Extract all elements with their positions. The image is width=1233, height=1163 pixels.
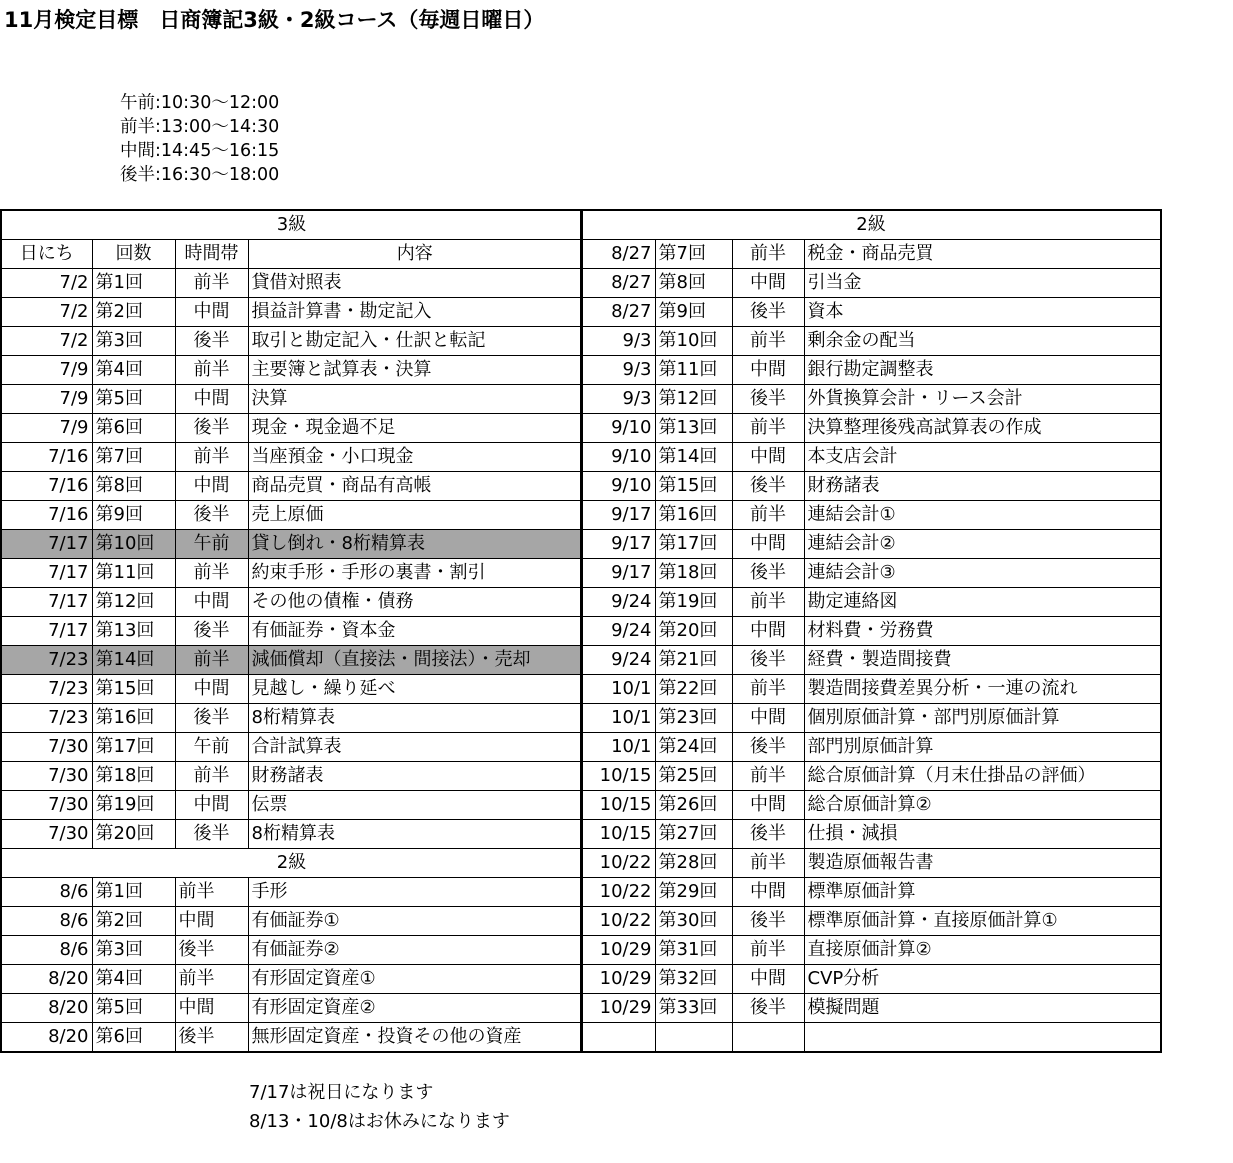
lesson-number-cell: 第4回 [92, 965, 175, 994]
section-title-3kyu: 3級 [1, 210, 582, 240]
time-slot-cell: 前半 [175, 878, 248, 907]
table-row [581, 849, 1161, 878]
date-cell: 8/6 [1, 936, 92, 965]
lesson-number-cell: 第33回 [655, 994, 732, 1023]
content-cell: 財務諸表 [248, 762, 582, 791]
content-cell: 見越し・繰り延べ [248, 675, 582, 704]
date-cell: 8/27 [581, 240, 655, 269]
lesson-number-cell: 第3回 [92, 327, 175, 356]
time-slot-cell: 前半 [732, 327, 804, 356]
date-cell: 8/27 [581, 269, 655, 298]
table-row [581, 907, 1161, 936]
date-cell: 10/22 [581, 907, 655, 936]
content-cell: 8桁精算表 [248, 704, 582, 733]
lesson-number-cell: 第9回 [655, 298, 732, 327]
lesson-number-cell: 第7回 [655, 240, 732, 269]
content-cell: 当座預金・小口現金 [248, 443, 582, 472]
time-slot-second-half: 後半:16:30～18:00 [120, 165, 280, 185]
time-slot-cell: 午前 [175, 530, 248, 559]
content-cell: 材料費・労務費 [804, 617, 1161, 646]
lesson-number-cell: 第10回 [655, 327, 732, 356]
table-row [581, 878, 1161, 907]
table-row [581, 762, 1161, 791]
date-cell: 10/29 [581, 994, 655, 1023]
lesson-number-cell: 第2回 [92, 907, 175, 936]
time-slot-cell: 後半 [732, 646, 804, 675]
time-slot-cell: 中間 [732, 965, 804, 994]
time-slot-first-half: 前半:13:00～14:30 [120, 117, 280, 137]
lesson-number-cell: 第13回 [92, 617, 175, 646]
lesson-number-cell: 第14回 [92, 646, 175, 675]
table-row [1, 414, 582, 443]
date-cell: 9/3 [581, 327, 655, 356]
lesson-number-cell: 第27回 [655, 820, 732, 849]
date-cell: 9/24 [581, 617, 655, 646]
date-cell: 7/17 [1, 530, 92, 559]
table-row [1, 936, 582, 965]
time-slot-cell: 後半 [175, 414, 248, 443]
content-cell: 連結会計② [804, 530, 1161, 559]
content-cell: 有価証券・資本金 [248, 617, 582, 646]
content-cell: 決算 [248, 385, 582, 414]
date-cell: 8/27 [581, 298, 655, 327]
time-slot-cell: 前半 [732, 936, 804, 965]
time-slot-cell: 中間 [175, 588, 248, 617]
table-row [1, 385, 582, 414]
table-row [581, 965, 1161, 994]
time-slot-cell: 前半 [175, 965, 248, 994]
table-row [581, 617, 1161, 646]
time-slot-cell: 前半 [732, 675, 804, 704]
content-cell: 減価償却（直接法・間接法）・売却 [248, 646, 582, 675]
date-cell: 7/16 [1, 501, 92, 530]
table-row [581, 385, 1161, 414]
lesson-number-cell: 第16回 [92, 704, 175, 733]
date-cell: 9/3 [581, 385, 655, 414]
date-cell: 7/17 [1, 559, 92, 588]
content-cell: 連結会計③ [804, 559, 1161, 588]
time-slot-cell: 中間 [175, 675, 248, 704]
column-headers [1, 240, 582, 269]
content-cell: 貸借対照表 [248, 269, 582, 298]
date-cell: 7/30 [1, 791, 92, 820]
date-cell: 7/17 [1, 588, 92, 617]
content-cell: 勘定連絡図 [804, 588, 1161, 617]
content-cell: 約束手形・手形の裏書・割引 [248, 559, 582, 588]
empty-cell [804, 1023, 1161, 1053]
content-cell: 財務諸表 [804, 472, 1161, 501]
content-cell: 個別原価計算・部門別原価計算 [804, 704, 1161, 733]
time-slot-cell: 前半 [732, 414, 804, 443]
table-row [1, 559, 582, 588]
time-slot-cell: 前半 [732, 762, 804, 791]
date-cell: 7/23 [1, 704, 92, 733]
content-header: 内容 [248, 240, 582, 269]
time-slot-cell: 中間 [732, 704, 804, 733]
date-cell: 7/9 [1, 385, 92, 414]
lesson-number-cell: 第10回 [92, 530, 175, 559]
content-cell: CVP分析 [804, 965, 1161, 994]
lesson-number-cell: 第22回 [655, 675, 732, 704]
table-row [1, 704, 582, 733]
content-cell: 損益計算書・勘定記入 [248, 298, 582, 327]
time-slot-cell: 前半 [732, 849, 804, 878]
table-row [1, 994, 582, 1023]
lesson-number-cell: 第6回 [92, 414, 175, 443]
content-cell: 引当金 [804, 269, 1161, 298]
content-cell: 手形 [248, 878, 582, 907]
date-cell: 10/22 [581, 849, 655, 878]
table-row [581, 936, 1161, 965]
table-row [581, 588, 1161, 617]
date-cell: 10/15 [581, 762, 655, 791]
table-row [1, 878, 582, 907]
time-slot-header: 時間帯 [175, 240, 248, 269]
table-row [581, 820, 1161, 849]
date-cell: 7/30 [1, 733, 92, 762]
lesson-number-cell: 第17回 [92, 733, 175, 762]
lesson-number-cell: 第26回 [655, 791, 732, 820]
lesson-number-cell: 第11回 [655, 356, 732, 385]
time-slot-cell: 後半 [732, 559, 804, 588]
table-row [1, 965, 582, 994]
section-header-2kyu [1, 849, 582, 878]
date-cell: 10/15 [581, 820, 655, 849]
notes [249, 1078, 510, 1136]
date-cell: 9/3 [581, 356, 655, 385]
table-row [1, 907, 582, 936]
time-slot-cell: 前半 [732, 501, 804, 530]
date-cell: 9/10 [581, 472, 655, 501]
content-cell: 貸し倒れ・8桁精算表 [248, 530, 582, 559]
date-cell: 10/29 [581, 965, 655, 994]
time-slot-cell: 午前 [175, 733, 248, 762]
date-cell: 8/6 [1, 907, 92, 936]
time-slot-cell: 中間 [175, 472, 248, 501]
lesson-number-cell: 第19回 [655, 588, 732, 617]
table-row [1, 675, 582, 704]
lesson-number-cell: 第11回 [92, 559, 175, 588]
content-cell: 有価証券② [248, 936, 582, 965]
page-title: 11月検定目標 日商簿記3級・2級コース（毎週日曜日） [4, 8, 545, 32]
date-cell: 10/1 [581, 704, 655, 733]
lesson-number-cell: 第6回 [92, 1023, 175, 1053]
time-slot-morning: 午前:10:30～12:00 [120, 93, 280, 113]
time-slot-cell: 後半 [175, 1023, 248, 1053]
content-cell: 総合原価計算（月末仕掛品の評価） [804, 762, 1161, 791]
date-cell: 7/9 [1, 414, 92, 443]
date-cell: 9/24 [581, 646, 655, 675]
time-slot-cell: 前半 [175, 559, 248, 588]
content-cell: 有形固定資産② [248, 994, 582, 1023]
date-cell: 7/9 [1, 356, 92, 385]
lesson-number-cell: 第1回 [92, 878, 175, 907]
content-cell: 現金・現金過不足 [248, 414, 582, 443]
time-slot-cell: 中間 [732, 791, 804, 820]
date-cell: 9/17 [581, 559, 655, 588]
time-slot-cell: 後半 [175, 704, 248, 733]
lesson-number-cell: 第30回 [655, 907, 732, 936]
table-row [1, 298, 582, 327]
content-cell: 決算整理後残高試算表の作成 [804, 414, 1161, 443]
lesson-number-cell: 第5回 [92, 994, 175, 1023]
lesson-number-cell: 第25回 [655, 762, 732, 791]
date-cell: 8/20 [1, 994, 92, 1023]
time-slot-cell: 中間 [732, 878, 804, 907]
lesson-number-cell: 第8回 [655, 269, 732, 298]
time-slot-cell: 後半 [732, 385, 804, 414]
table-row [1, 733, 582, 762]
note-closed-days: 8/13・10/8はお休みになります [249, 1111, 510, 1132]
table-row [581, 704, 1161, 733]
date-cell: 10/29 [581, 936, 655, 965]
date-cell: 9/17 [581, 501, 655, 530]
lesson-number-cell: 第18回 [92, 762, 175, 791]
content-cell: 外貨換算会計・リース会計 [804, 385, 1161, 414]
content-cell: 部門別原価計算 [804, 733, 1161, 762]
table-row [1, 443, 582, 472]
date-cell: 10/1 [581, 733, 655, 762]
date-cell: 10/1 [581, 675, 655, 704]
lesson-number-cell: 第29回 [655, 878, 732, 907]
time-slot-cell: 後半 [732, 820, 804, 849]
time-slot-cell: 後半 [175, 327, 248, 356]
date-cell: 8/6 [1, 878, 92, 907]
time-slot-cell: 前半 [175, 356, 248, 385]
table-row [1, 327, 582, 356]
time-slot-legend [120, 91, 279, 187]
lesson-number-cell: 第17回 [655, 530, 732, 559]
lesson-number-cell: 第15回 [92, 675, 175, 704]
content-cell: 無形固定資産・投資その他の資産 [248, 1023, 582, 1053]
time-slot-cell: 前半 [732, 240, 804, 269]
content-cell: 有形固定資産① [248, 965, 582, 994]
note-holiday: 7/17は祝日になります [249, 1082, 434, 1103]
table-row [1, 762, 582, 791]
time-slot-cell: 中間 [175, 385, 248, 414]
time-slot-cell: 中間 [732, 356, 804, 385]
date-cell: 10/22 [581, 878, 655, 907]
lesson-number-cell: 第8回 [92, 472, 175, 501]
date-cell: 7/16 [1, 472, 92, 501]
empty-cell [581, 1023, 655, 1053]
lesson-number-cell: 第12回 [655, 385, 732, 414]
date-cell: 7/17 [1, 617, 92, 646]
empty-row [581, 1023, 1161, 1053]
content-cell: その他の債権・債務 [248, 588, 582, 617]
date-header: 日にち [1, 240, 92, 269]
date-cell: 9/17 [581, 530, 655, 559]
table-row [581, 994, 1161, 1023]
content-cell: 模擬問題 [804, 994, 1161, 1023]
lesson-number-cell: 第13回 [655, 414, 732, 443]
table-row [1, 472, 582, 501]
time-slot-cell: 後半 [732, 298, 804, 327]
time-slot-cell: 中間 [175, 298, 248, 327]
time-slot-cell: 中間 [732, 617, 804, 646]
lesson-number-cell: 第14回 [655, 443, 732, 472]
date-cell: 10/15 [581, 791, 655, 820]
lesson-number-cell: 第28回 [655, 849, 732, 878]
date-cell: 9/10 [581, 443, 655, 472]
content-cell: 直接原価計算② [804, 936, 1161, 965]
table-row [1, 820, 582, 849]
time-slot-cell: 前半 [175, 762, 248, 791]
table-row [581, 269, 1161, 298]
date-cell: 9/10 [581, 414, 655, 443]
content-cell: 総合原価計算② [804, 791, 1161, 820]
table-row [1, 356, 582, 385]
lesson-number-cell: 第3回 [92, 936, 175, 965]
time-slot-cell: 中間 [175, 907, 248, 936]
date-cell: 7/2 [1, 327, 92, 356]
content-cell: 税金・商品売買 [804, 240, 1161, 269]
lesson-number-cell: 第4回 [92, 356, 175, 385]
table-row [581, 675, 1161, 704]
time-slot-cell: 中間 [732, 269, 804, 298]
time-slot-cell: 後半 [175, 936, 248, 965]
table-row [1, 588, 582, 617]
time-slot-cell: 前半 [175, 443, 248, 472]
date-cell: 8/20 [1, 965, 92, 994]
table-row [581, 327, 1161, 356]
content-cell: 経費・製造間接費 [804, 646, 1161, 675]
time-slot-cell: 後半 [732, 472, 804, 501]
table-row [581, 414, 1161, 443]
time-slot-cell: 後半 [175, 820, 248, 849]
table-row [581, 733, 1161, 762]
lesson-number-cell: 第20回 [92, 820, 175, 849]
time-slot-cell: 中間 [175, 791, 248, 820]
date-cell: 7/2 [1, 269, 92, 298]
table-row [581, 530, 1161, 559]
time-slot-cell: 後半 [175, 501, 248, 530]
content-cell: 主要簿と試算表・決算 [248, 356, 582, 385]
table-row [581, 559, 1161, 588]
empty-cell [655, 1023, 732, 1053]
time-slot-cell: 中間 [732, 530, 804, 559]
table-row [581, 646, 1161, 675]
table-row [581, 443, 1161, 472]
table-row [1, 530, 582, 559]
date-cell: 9/24 [581, 588, 655, 617]
content-cell: 伝票 [248, 791, 582, 820]
lesson-number-cell: 第32回 [655, 965, 732, 994]
content-cell: 合計試算表 [248, 733, 582, 762]
empty-cell [732, 1023, 804, 1053]
table-row [1, 1023, 582, 1053]
time-slot-cell: 後半 [732, 994, 804, 1023]
table-row [581, 791, 1161, 820]
date-cell: 7/16 [1, 443, 92, 472]
lesson-number-cell: 第1回 [92, 269, 175, 298]
content-cell: 売上原価 [248, 501, 582, 530]
table-row [1, 646, 582, 675]
section-header-3kyu [1, 210, 582, 240]
lesson-number-cell: 第15回 [655, 472, 732, 501]
time-slot-cell: 前半 [732, 588, 804, 617]
lesson-number-cell: 第31回 [655, 936, 732, 965]
lesson-number-cell: 第9回 [92, 501, 175, 530]
table-row [581, 298, 1161, 327]
content-cell: 製造間接費差異分析・一連の流れ [804, 675, 1161, 704]
time-slot-cell: 中間 [175, 994, 248, 1023]
content-cell: 製造原価報告書 [804, 849, 1161, 878]
lesson-number-cell: 第7回 [92, 443, 175, 472]
lesson-number-header: 回数 [92, 240, 175, 269]
date-cell: 7/23 [1, 646, 92, 675]
time-slot-middle: 中間:14:45～16:15 [120, 141, 280, 161]
lesson-number-cell: 第20回 [655, 617, 732, 646]
content-cell: 取引と勘定記入・仕訳と転記 [248, 327, 582, 356]
content-cell: 標準原価計算・直接原価計算① [804, 907, 1161, 936]
content-cell: 銀行勘定調整表 [804, 356, 1161, 385]
content-cell: 仕損・減損 [804, 820, 1161, 849]
date-cell: 7/23 [1, 675, 92, 704]
time-slot-cell: 中間 [732, 443, 804, 472]
date-cell: 7/2 [1, 298, 92, 327]
date-cell: 7/30 [1, 762, 92, 791]
date-cell: 7/30 [1, 820, 92, 849]
time-slot-cell: 前半 [175, 269, 248, 298]
date-cell: 8/20 [1, 1023, 92, 1053]
lesson-number-cell: 第21回 [655, 646, 732, 675]
table-row [1, 791, 582, 820]
content-cell: 資本 [804, 298, 1161, 327]
content-cell: 連結会計① [804, 501, 1161, 530]
lesson-number-cell: 第18回 [655, 559, 732, 588]
content-cell: 商品売買・商品有高帳 [248, 472, 582, 501]
content-cell: 剰余金の配当 [804, 327, 1161, 356]
content-cell: 有価証券① [248, 907, 582, 936]
table-row [581, 472, 1161, 501]
table-row [581, 501, 1161, 530]
lesson-number-cell: 第19回 [92, 791, 175, 820]
time-slot-cell: 後半 [732, 733, 804, 762]
table-row [1, 617, 582, 646]
section-title-2kyu: 2級 [1, 849, 582, 878]
lesson-number-cell: 第2回 [92, 298, 175, 327]
lesson-number-cell: 第24回 [655, 733, 732, 762]
schedule-table-left [0, 209, 583, 1053]
table-row [581, 240, 1161, 269]
table-row [1, 269, 582, 298]
schedule-table-right [580, 209, 1162, 1053]
lesson-number-cell: 第23回 [655, 704, 732, 733]
lesson-number-cell: 第5回 [92, 385, 175, 414]
section-title-2kyu: 2級 [581, 210, 1161, 240]
time-slot-cell: 前半 [175, 646, 248, 675]
content-cell: 8桁精算表 [248, 820, 582, 849]
time-slot-cell: 後半 [175, 617, 248, 646]
section-header-2kyu [581, 210, 1161, 240]
table-row [1, 501, 582, 530]
content-cell: 標準原価計算 [804, 878, 1161, 907]
table-row [581, 356, 1161, 385]
lesson-number-cell: 第16回 [655, 501, 732, 530]
content-cell: 本支店会計 [804, 443, 1161, 472]
lesson-number-cell: 第12回 [92, 588, 175, 617]
time-slot-cell: 後半 [732, 907, 804, 936]
